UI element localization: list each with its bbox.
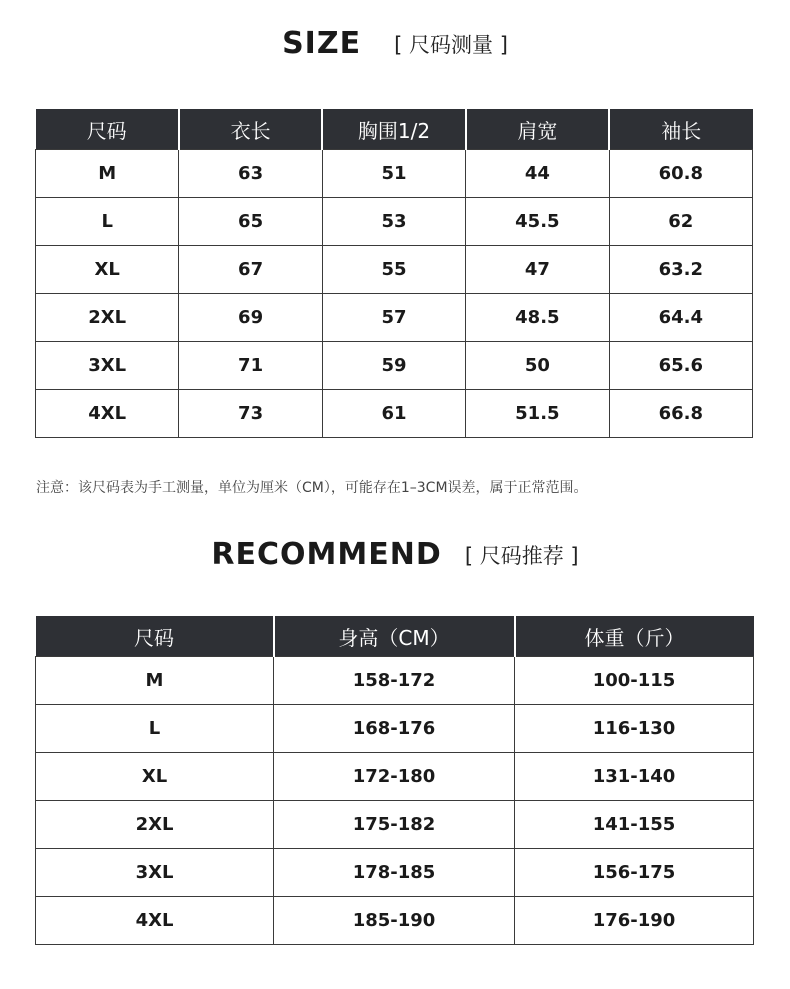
recommend-table-cell: XL: [36, 753, 274, 801]
recommend-table-row: [36, 897, 754, 945]
size-table-row: [36, 246, 753, 294]
size-table-cell: 60.8: [609, 150, 752, 198]
size-table-cell: 51: [322, 150, 465, 198]
recommend-table-cell: 185-190: [274, 897, 515, 945]
size-table-cell: 2XL: [36, 294, 179, 342]
recommend-title-en: RECOMMEND: [211, 537, 442, 572]
size-title-zh: [ 尺码测量 ]: [394, 32, 508, 57]
size-table-cell: XL: [36, 246, 179, 294]
size-table-cell: 51.5: [466, 390, 609, 438]
size-table-cell: 57: [322, 294, 465, 342]
recommend-header-cell: 身高（CM）: [274, 616, 515, 657]
size-table-cell: 63.2: [609, 246, 752, 294]
size-table-cell: 61: [322, 390, 465, 438]
recommend-table-cell: 176-190: [515, 897, 754, 945]
recommend-table-cell: 168-176: [274, 705, 515, 753]
recommend-title-zh: [ 尺码推荐 ]: [464, 543, 579, 568]
size-table-cell: 65.6: [609, 342, 752, 390]
size-table-cell: 65: [179, 198, 322, 246]
size-header-cell: 衣长: [179, 109, 322, 150]
recommend-table-cell: 172-180: [274, 753, 515, 801]
recommend-table-cell: 158-172: [274, 657, 515, 705]
size-table-row: [36, 390, 753, 438]
recommend-table-row: [36, 657, 754, 705]
recommend-table-cell: M: [36, 657, 274, 705]
size-table-cell: 53: [322, 198, 465, 246]
size-table-cell: M: [36, 150, 179, 198]
recommend-table-cell: 175-182: [274, 801, 515, 849]
recommend-section-title: [0, 537, 790, 572]
recommend-table-cell: 156-175: [515, 849, 754, 897]
size-measurement-table: [35, 109, 753, 438]
size-table-cell: L: [36, 198, 179, 246]
recommend-table-cell: 100-115: [515, 657, 754, 705]
size-title-en: SIZE: [282, 26, 362, 61]
size-table-header-row: [36, 109, 753, 150]
size-table-cell: 48.5: [466, 294, 609, 342]
recommend-header-cell: 尺码: [36, 616, 274, 657]
recommend-table-header-row: [36, 616, 754, 657]
size-table-cell: 73: [179, 390, 322, 438]
size-table-row: [36, 198, 753, 246]
recommend-table-cell: 178-185: [274, 849, 515, 897]
size-recommend-table: [35, 616, 754, 945]
size-table-cell: 50: [466, 342, 609, 390]
size-table-row: [36, 294, 753, 342]
recommend-table-cell: 3XL: [36, 849, 274, 897]
size-table-cell: 55: [322, 246, 465, 294]
size-header-cell: 肩宽: [466, 109, 609, 150]
recommend-table-cell: 4XL: [36, 897, 274, 945]
size-table-row: [36, 150, 753, 198]
size-table-cell: 67: [179, 246, 322, 294]
recommend-table-cell: 131-140: [515, 753, 754, 801]
size-table-cell: 47: [466, 246, 609, 294]
recommend-header-cell: 体重（斤）: [515, 616, 754, 657]
size-header-cell: 尺码: [36, 109, 179, 150]
size-header-cell: 胸围1/2: [322, 109, 465, 150]
recommend-table-row: [36, 849, 754, 897]
recommend-table-row: [36, 705, 754, 753]
size-table-cell: 3XL: [36, 342, 179, 390]
size-table-cell: 45.5: [466, 198, 609, 246]
recommend-table-row: [36, 801, 754, 849]
size-table-cell: 4XL: [36, 390, 179, 438]
size-section-title: [0, 26, 790, 61]
size-table-cell: 59: [322, 342, 465, 390]
size-table-cell: 64.4: [609, 294, 752, 342]
size-table-cell: 62: [609, 198, 752, 246]
size-table-cell: 63: [179, 150, 322, 198]
recommend-table-cell: L: [36, 705, 274, 753]
recommend-table-cell: 116-130: [515, 705, 754, 753]
recommend-table-cell: 141-155: [515, 801, 754, 849]
size-table-cell: 71: [179, 342, 322, 390]
size-table-cell: 69: [179, 294, 322, 342]
size-table-cell: 44: [466, 150, 609, 198]
recommend-table-cell: 2XL: [36, 801, 274, 849]
size-header-cell: 袖长: [609, 109, 752, 150]
recommend-table-row: [36, 753, 754, 801]
measurement-note: 注意：该尺码表为手工测量，单位为厘米（CM），可能存在1–3CM误差，属于正常范围。: [36, 480, 588, 496]
size-table-row: [36, 342, 753, 390]
size-table-cell: 66.8: [609, 390, 752, 438]
